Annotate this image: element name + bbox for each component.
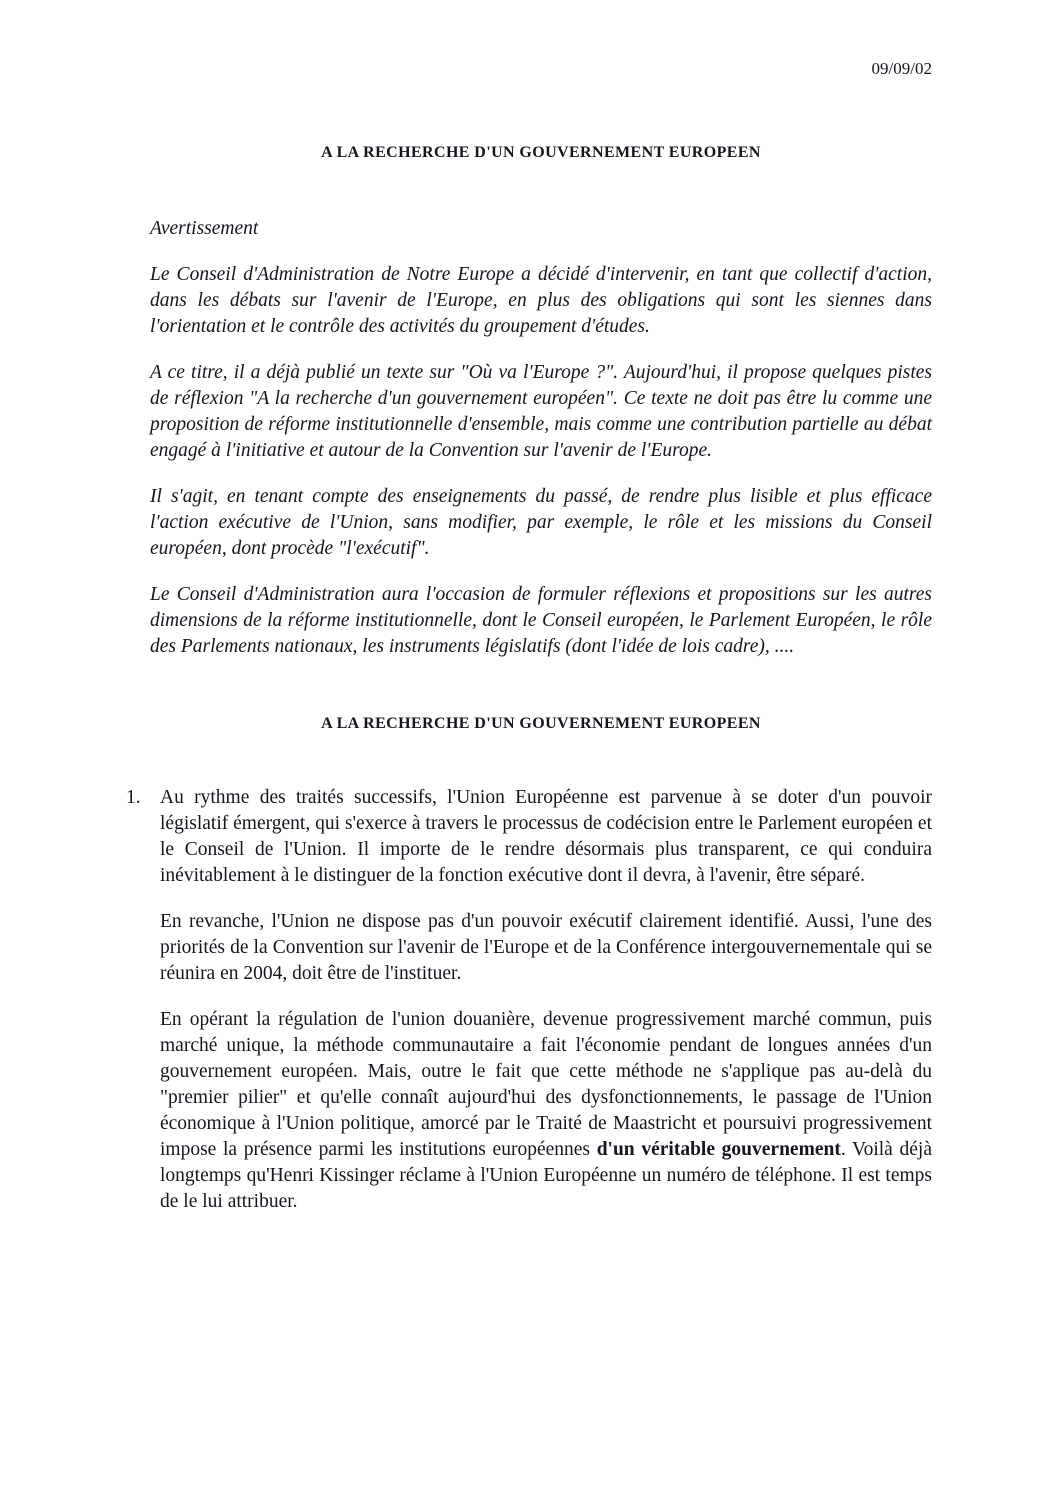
date-stamp: 09/09/02 [871,59,932,78]
document-title: A LA RECHERCHE D'UN GOUVERNEMENT EUROPEEN [321,144,761,161]
avertissement-heading: Avertissement [150,218,259,239]
item-paragraph-2: En revanche, l'Union ne dispose pas d'un pouvoir exécutif clairement identifié. Aussi, l'une des priorités de la Convention sur l'avenir de l'Europe et de la Conférence intergouvernementale qui se réunira en 2004, doit être de l'instituer. [160,911,932,984]
item-number: 1. [126,787,141,808]
item-paragraph-3-text: En opérant la régulation de l'union douanière, devenue progressivement marché commun, puis marché unique, la méthode communautaire a fait l'économie pendant de longues années d'un gouvernement européen. Mais, outre le fait que cette méthode ne s'applique pas au-delà du "premier pilier" et qu'elle connaît aujourd'hui des dysfonctionnements, le passage de l'Union économique à l'Union politique, amorcé par le Traité de Maastricht et poursuivi progressivement impose la présence parmi les institutions européennes [160,1009,932,1160]
item-paragraph-3-bold: d'un véritable gouvernement [596,1139,841,1160]
item-paragraph-1: Au rythme des traités successifs, l'Union Européenne est parvenue à se doter d'un pouvoir législatif émergent, qui s'exerce à travers le processus de codécision entre le Parlement européen et le Conseil de l'Union. Il importe de le rendre désormais plus transparent, ce qui conduira inévitablement à le distinguer de la fonction exécutive dont il devra, à l'avenir, être séparé. [160,787,932,886]
item-paragraph-3 [160,1007,932,1215]
item-content [160,785,932,1235]
avertissement-paragraph-4: Le Conseil d'Administration aura l'occasion de formuler réflexions et propositions sur les autres dimensions de la réforme institutionnelle, dont le Conseil européen, le Parlement Européen, le rôle des Parlements nationaux, les instruments législatifs (dont l'idée de lois cadre), .... [150,584,932,657]
numbered-item-1 [126,785,932,1235]
section-title: A LA RECHERCHE D'UN GOUVERNEMENT EUROPEEN [321,715,761,732]
item-paragraph-3-text-after: . Voilà déjà longtemps qu'Henri Kissinger réclame à l'Union Européenne un numéro de téléphone. Il est temps de le lui attribuer. [160,1139,932,1212]
avertissement-paragraph-1: Le Conseil d'Administration de Notre Europe a décidé d'intervenir, en tant que collectif d'action, dans les débats sur l'avenir de l'Europe, en plus des obligations qui sont les siennes dans l'orientation et le contrôle des activités du groupement d'études. [150,264,932,337]
avertissement-paragraph-2: A ce titre, il a déjà publié un texte sur "Où va l'Europe ?". Aujourd'hui, il propose quelques pistes de réflexion "A la recherche d'un gouvernement européen". Ce texte ne doit pas être lu comme une proposition de réforme institutionnelle d'ensemble, mais comme une contribution partielle au débat engagé à l'initiative et autour de la Convention sur l'avenir de l'Europe. [150,362,932,461]
avertissement-paragraph-3: Il s'agit, en tenant compte des enseignements du passé, de rendre plus lisible et plus efficace l'action exécutive de l'Union, sans modifier, par exemple, le rôle et les missions du Conseil européen, dont procède "l'exécutif". [150,486,932,559]
avertissement-section [150,216,932,660]
